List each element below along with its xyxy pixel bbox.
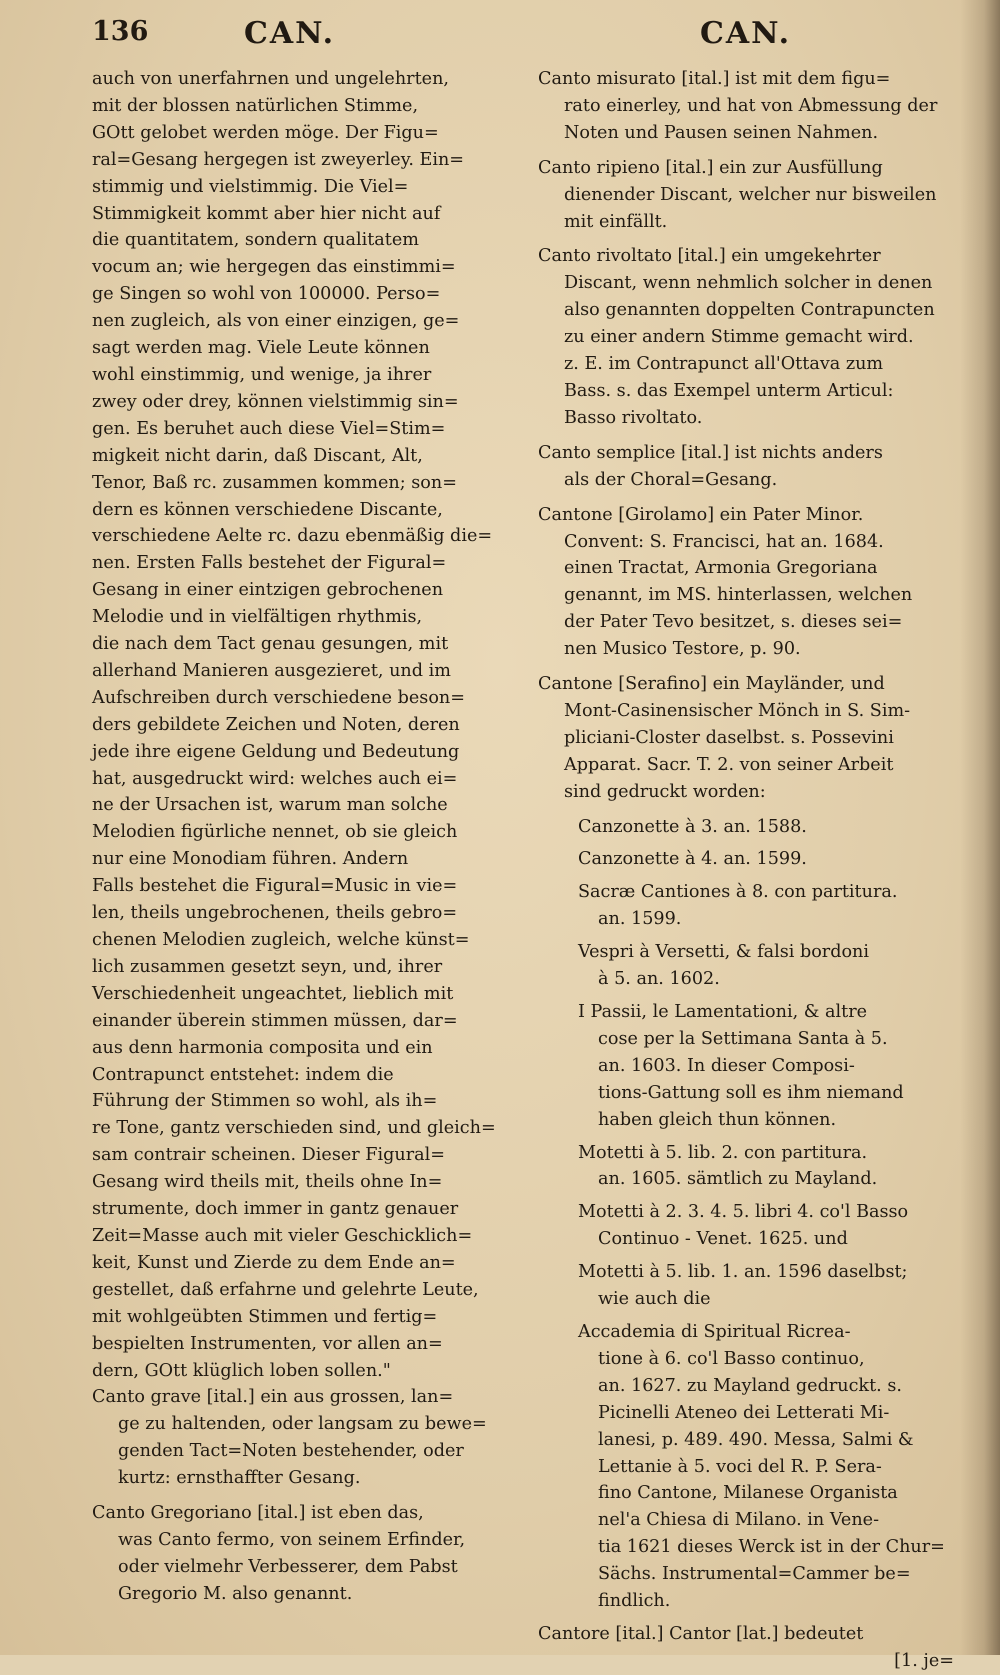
text-line: die nach dem Tact genau gesungen, mit xyxy=(92,634,449,655)
text-line: Tenor, Baß rc. zusammen kommen; son= xyxy=(92,472,457,493)
text-line: zwey oder drey, können vielstimmig sin= xyxy=(92,391,459,412)
text-line: Cantone [Serafino] ein Mayländer, und xyxy=(538,674,885,695)
text-line: findlich. xyxy=(598,1591,671,1612)
work-item xyxy=(538,879,958,933)
text-line: sind gedruckt worden: xyxy=(564,781,766,802)
text-line: wie auch die xyxy=(598,1289,711,1310)
text-line: lanesi, p. 489. 490. Messa, Salmi & xyxy=(598,1429,914,1450)
text-line: haben gleich thun können. xyxy=(598,1109,837,1130)
text-line: an. 1603. In dieser Composi- xyxy=(598,1055,855,1076)
right-entries xyxy=(538,66,958,806)
text-line: mit der blossen natürlichen Stimme, xyxy=(92,95,419,116)
text-line: also genannten doppelten Contrapuncten xyxy=(564,300,935,321)
text-line: einen Tractat, Armonia Gregoriana xyxy=(564,558,878,579)
text-line: genannt, im MS. hinterlassen, welchen xyxy=(564,585,913,606)
text-line: allerhand Manieren ausgezieret, und im xyxy=(92,660,451,681)
text-line: Aufschreiben durch verschiedene beson= xyxy=(92,687,465,708)
text-line: GOtt gelobet werden möge. Der Figu= xyxy=(92,122,439,143)
text-line: bespielten Instrumenten, vor allen an= xyxy=(92,1333,443,1354)
text-line: Canto semplice [ital.] ist nichts anders xyxy=(538,442,883,463)
text-line: chenen Melodien zugleich, welche künst= xyxy=(92,930,470,950)
text-line: Melodien figürliche nennet, ob sie gleich xyxy=(92,822,458,843)
text-line: Noten und Pausen seinen Nahmen. xyxy=(564,122,879,143)
text-line: tia 1621 dieses Werck ist in der Chur= xyxy=(598,1537,945,1558)
left-running-title: CAN. xyxy=(244,16,336,51)
text-line: als der Choral=Gesang. xyxy=(564,469,778,490)
text-line: ge Singen so wohl von 100000. Perso= xyxy=(92,284,441,305)
text-line: jede ihre eigene Geldung und Bedeutung xyxy=(92,741,460,762)
text-line: ders gebildete Zeichen und Noten, deren xyxy=(92,714,460,735)
text-line: Gesang in einer eintzigen gebrochenen xyxy=(92,580,444,601)
text-line: Motetti à 5. lib. 2. con partitura. xyxy=(578,1142,868,1163)
text-line: z. E. im Contrapunct all'Ottava zum xyxy=(564,354,884,375)
dictionary-entry xyxy=(92,1500,512,1608)
text-line: Cantone [Girolamo] ein Pater Minor. xyxy=(538,504,864,525)
text-line: Stimmigkeit kommt aber hier nicht auf xyxy=(92,203,441,224)
text-line: Falls bestehet die Figural=Music in vie= xyxy=(92,876,458,897)
dictionary-entry xyxy=(538,440,958,494)
text-line: Accademia di Spiritual Ricrea- xyxy=(578,1321,851,1342)
catchword xyxy=(538,1648,958,1675)
text-line: Canto Gregoriano [ital.] ist eben das, xyxy=(92,1503,424,1524)
text-line: Vespri à Versetti, & falsi bordoni xyxy=(578,942,870,963)
text-line: mit einfällt. xyxy=(564,211,668,232)
text-line: verschiedene Aelte rc. dazu ebenmäßig die= xyxy=(92,526,493,547)
text-line: einander überein stimmen müssen, dar= xyxy=(92,1010,458,1031)
text-line: der Pater Tevo besitzet, s. dieses sei= xyxy=(564,612,903,633)
text-line: cose per la Settimana Santa à 5. xyxy=(598,1028,888,1049)
text-line: Motetti à 5. lib. 1. an. 1596 daselbst; xyxy=(578,1262,908,1283)
text-line: Zeit=Masse auch mit vieler Geschicklich= xyxy=(92,1225,473,1246)
work-item xyxy=(538,1319,958,1615)
text-line: Lettanie à 5. voci del R. P. Sera- xyxy=(598,1456,882,1477)
text-line: Canto grave [ital.] ein aus grossen, lan= xyxy=(92,1387,454,1408)
dictionary-entry xyxy=(538,155,958,236)
text-line: die quantitatem, sondern qualitatem xyxy=(92,230,419,251)
page-number: 136 xyxy=(92,16,149,47)
text-line: ne der Ursachen ist, warum man solche xyxy=(92,795,448,816)
text-line: Canto ripieno [ital.] ein zur Ausfüllung xyxy=(538,157,883,178)
text-line: auch von unerfahrnen und ungelehrten, xyxy=(92,69,449,89)
text-line: Mont-Casinensischer Mönch in S. Sim- xyxy=(564,700,911,721)
work-item xyxy=(538,1199,958,1253)
text-line: gen. Es beruhet auch diese Viel=Stim= xyxy=(92,418,446,439)
text-line: an. 1605. sämtlich zu Mayland. xyxy=(598,1169,878,1190)
text-line: nel'a Chiesa di Milano. in Vene- xyxy=(598,1510,880,1531)
text-line: an. 1599. xyxy=(598,909,682,930)
text-line: à 5. an. 1602. xyxy=(598,969,720,990)
text-line: mit wohlgeübten Stimmen und fertig= xyxy=(92,1306,438,1327)
text-line: an. 1627. zu Mayland gedruckt. s. xyxy=(598,1375,902,1396)
text-line: kurtz: ernsthaffter Gesang. xyxy=(118,1468,361,1489)
dictionary-entry xyxy=(538,1621,958,1648)
text-line: Discant, wenn nehmlich solcher in denen xyxy=(564,273,933,294)
text-line: stimmig und vielstimmig. Die Viel= xyxy=(92,176,409,197)
text-line: I Passii, le Lamentationi, & altre xyxy=(578,1002,868,1022)
text-line: migkeit nicht darin, daß Discant, Alt, xyxy=(92,445,423,466)
text-line: Contrapunct entstehet: indem die xyxy=(92,1064,394,1085)
dictionary-entry xyxy=(538,502,958,663)
text-line: Continuo - Venet. 1625. und xyxy=(598,1229,848,1250)
dictionary-entry xyxy=(538,671,958,806)
text-line: Gesang wird theils mit, theils ohne In= xyxy=(92,1172,443,1193)
left-entries xyxy=(92,1384,512,1607)
text-line: fino Cantone, Milanese Organista xyxy=(598,1483,898,1504)
right-running-title: CAN. xyxy=(700,16,792,51)
work-item xyxy=(538,1140,958,1194)
text-line: Canzonette à 4. an. 1599. xyxy=(578,849,807,870)
work-item xyxy=(538,1259,958,1313)
text-line: Gregorio M. also genannt. xyxy=(118,1583,353,1604)
text-line: nen Musico Testore, p. 90. xyxy=(564,639,801,660)
text-line: Picinelli Ateneo dei Letterati Mi- xyxy=(598,1402,890,1423)
dictionary-entry xyxy=(538,243,958,431)
text-line: Verschiedenheit ungeachtet, lieblich mit xyxy=(92,983,454,1004)
text-line: Melodie und in vielfältigen rhythmis, xyxy=(92,607,423,628)
text-line: rato einerley, und hat von Abmessung der xyxy=(564,95,938,116)
text-line: sagt werden mag. Viele Leute können xyxy=(92,338,430,359)
text-line: gestellet, daß erfahrne und gelehrte Leute, xyxy=(92,1279,479,1300)
text-line: strumente, doch immer in gantz genauer xyxy=(92,1199,459,1220)
text-line: aus denn harmonia composita und ein xyxy=(92,1037,433,1058)
works-list xyxy=(538,814,958,1615)
text-line: wohl einstimmig, und wenige, ja ihrer xyxy=(92,364,432,385)
left-column xyxy=(92,66,512,1612)
text-line: Convent: S. Francisci, hat an. 1684. xyxy=(564,531,884,552)
text-line: hat, ausgedruckt wird: welches auch ei= xyxy=(92,768,458,789)
work-item xyxy=(538,939,958,993)
text-line: Führung der Stimmen so wohl, als ih= xyxy=(92,1091,438,1112)
text-line: Bass. s. das Exempel unterm Articul: xyxy=(564,380,894,401)
text-line: sam contrair scheinen. Dieser Figural= xyxy=(92,1145,445,1166)
running-header xyxy=(0,14,1000,66)
text-line: ral=Gesang hergegen ist zweyerley. Ein= xyxy=(92,149,465,170)
text-line: nen zugleich, als von einer einzigen, ge= xyxy=(92,311,460,332)
text-line: Canto misurato [ital.] ist mit dem figu= xyxy=(538,69,891,89)
right-column xyxy=(538,66,958,1675)
text-line: genden Tact=Noten bestehender, oder xyxy=(118,1441,464,1462)
text-line: lich zusammen gesetzt seyn, und, ihrer xyxy=(92,956,443,977)
dictionary-entry xyxy=(538,66,958,147)
text-line: Sächs. Instrumental=Cammer be= xyxy=(598,1564,911,1585)
text-line: pliciani-Closter daselbst. s. Possevini xyxy=(564,727,894,748)
final-entry xyxy=(538,1621,958,1648)
text-line: tione à 6. co'l Basso continuo, xyxy=(598,1348,865,1369)
text-line: re Tone, gantz verschieden sind, und gleich= xyxy=(92,1118,496,1139)
text-line: Apparat. Sacr. T. 2. von seiner Arbeit xyxy=(564,754,894,775)
text-line: Cantore [ital.] Cantor [lat.] bedeutet xyxy=(538,1623,864,1644)
dictionary-entry xyxy=(92,1384,512,1492)
text-line: Sacræ Cantiones à 8. con partitura. xyxy=(578,882,898,903)
text-line: Basso rivoltato. xyxy=(564,407,703,428)
text-line: keit, Kunst und Zierde zu dem Ende an= xyxy=(92,1252,456,1273)
text-line: was Canto fermo, von seinem Erfinder, xyxy=(118,1529,466,1550)
text-line: nen. Ersten Falls bestehet der Figural= xyxy=(92,553,447,574)
work-item xyxy=(538,999,958,1134)
text-line: vocum an; wie hergegen das einstimmi= xyxy=(92,257,456,278)
text-line: Canto rivoltato [ital.] ein umgekehrter xyxy=(538,246,881,267)
work-item xyxy=(538,814,958,841)
page-edge-shadow xyxy=(960,0,1000,1655)
text-line: dienender Discant, welcher nur bisweilen xyxy=(564,184,937,205)
text-line: Motetti à 2. 3. 4. 5. libri 4. co'l Basso xyxy=(578,1202,909,1223)
text-line: dern es können verschiedene Discante, xyxy=(92,499,443,520)
text-line: Canzonette à 3. an. 1588. xyxy=(578,816,807,837)
text-line: nur eine Monodiam führen. Andern xyxy=(92,849,409,870)
text-line: len, theils ungebrochenen, theils gebro= xyxy=(92,903,458,924)
text-line: oder vielmehr Verbesserer, dem Pabst xyxy=(118,1556,458,1577)
text-line: ge zu haltenden, oder langsam zu bewe= xyxy=(118,1414,487,1435)
work-item xyxy=(538,846,958,873)
continued-paragraph xyxy=(92,66,512,1384)
text-line: zu einer andern Stimme gemacht wird. xyxy=(564,327,914,348)
catchword-text: [1. je= xyxy=(894,1650,954,1671)
text-line: tions-Gattung soll es ihm niemand xyxy=(598,1082,904,1103)
text-line: dern, GOtt klüglich loben sollen." xyxy=(92,1360,391,1381)
